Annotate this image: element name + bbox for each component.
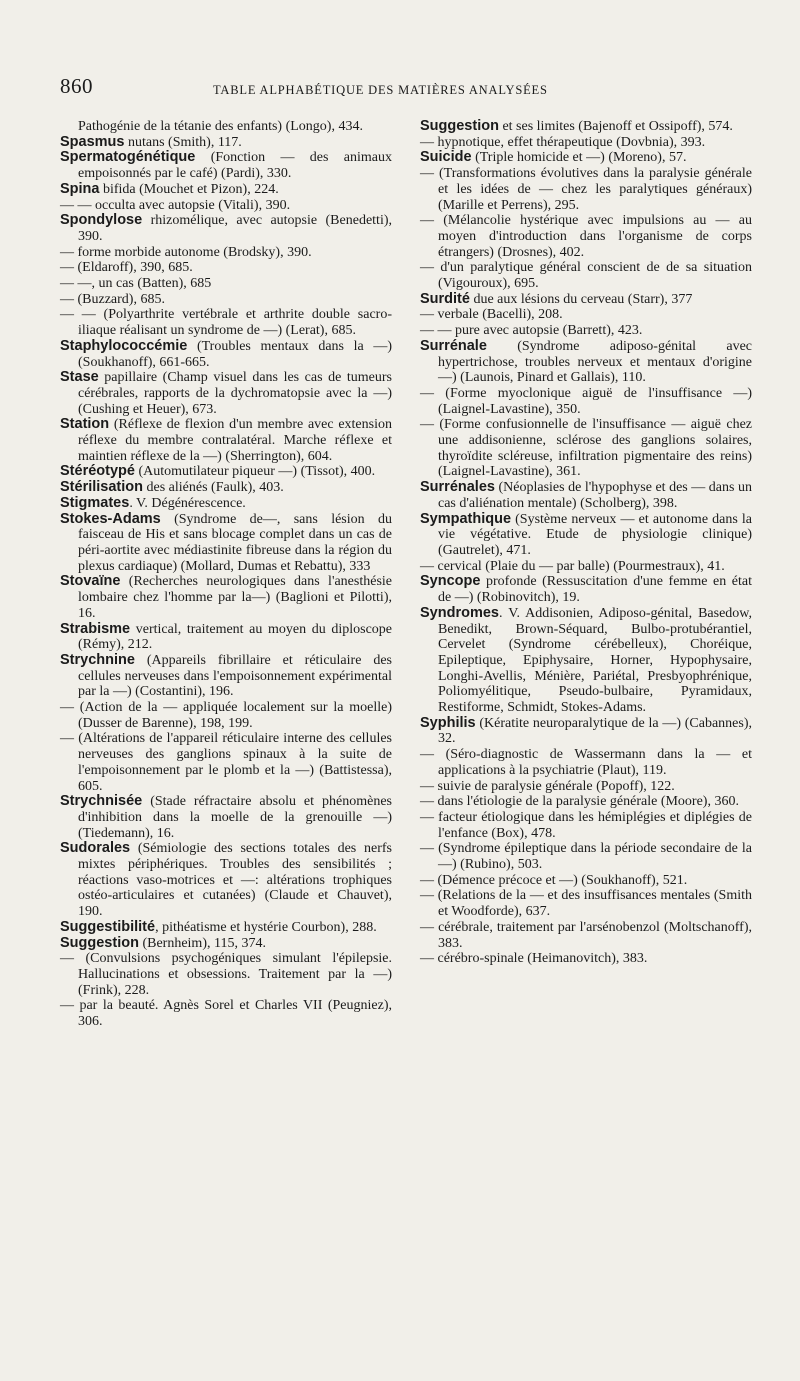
entry-headword: Sudorales — [60, 840, 131, 857]
index-entry: — suivie de paralysie générale (Popoff), 122. — [420, 778, 675, 794]
index-entry: — facteur étiologique dans les hémiplégies et diplégies de l'enfance (Box), 478. — [420, 809, 752, 841]
index-entry: — (Mélancolie hystérique avec impulsions au — au moyen d'introduction dans l'organisme de corps étrangers) (Drosnes), 402. — [420, 213, 752, 260]
entry-headword: Suicide — [420, 149, 472, 166]
index-entry: Surdité due aux lésions du cerveau (Starr), 377 — [420, 290, 693, 307]
index-entry: — (Buzzard), 685. — [60, 291, 165, 307]
index-entry: Strychnine (Appareils fibrillaire et réticulaire des cellules nerveuses dans l'empoisonnement expérimental par la —) (Costantini), 196. — [60, 651, 392, 700]
right-column — [420, 119, 752, 967]
index-entry: Spasmus nutans (Smith), 117. — [60, 133, 242, 150]
entry-headword: Syndromes — [420, 604, 499, 621]
index-entry: — par la beauté. Agnès Sorel et Charles VII (Peugniez), 306. — [60, 998, 392, 1030]
entry-headword: Spondylose — [60, 212, 143, 229]
index-entry: — cérébrale, traitement par l'arsénobenzol (Moltschanoff), 383. — [420, 919, 752, 951]
index-entry: Suggestion et ses limites (Bajenoff et Ossipoff), 574. — [420, 118, 733, 134]
entry-headword: Strychnisée — [60, 793, 143, 810]
index-entry: — hypnotique, effet thérapeutique (Dovbnia), 393. — [420, 134, 706, 150]
index-entry: — (Action de la — appliquée localement sur la moelle) (Dusser de Barenne), 198, 199. — [60, 700, 392, 731]
index-entry: Sympathique (Système nerveux — et autonome dans la vie végétative. Etude de physiologie clinique) (Gautrelet), 471. — [420, 510, 752, 558]
index-entry: Syndromes. V. Addisonien, Adiposo-génital, Basedow, Benedikt, Brown-Séquard, Bulbo-protubérantiel, Cervelet (Syndrome cérébelleux), Choréique, Epileptique, Epiphysaire, Horner, Hypophysaire, Longhi-Avellis, Ménière, Pariétal, Presbyophrénique, Poliomyélitique, Pseudo-bulbaire, Pyramidaux, Restiforme, Schmidt, Stokes-Adams. — [420, 604, 752, 716]
entry-headword: Strychnine — [60, 651, 135, 668]
index-entry: — d'un paralytique général conscient de de sa situation (Vigouroux), 695. — [420, 260, 752, 292]
left-column — [60, 119, 392, 1030]
entry-headword: Surrénales — [420, 479, 495, 496]
entry-headword: Spermatogénétique — [60, 149, 196, 166]
entry-headword: Syphilis — [420, 714, 476, 731]
index-entry: — (Forme confusionnelle de l'insuffisance — aiguë chez une addisonienne, sclérose des ganglions solaires, thyroïdite scléreuse, infiltration pigmentaire des reins) (Laignel-Lavastine), 361. — [420, 417, 752, 480]
index-entry: — verbale (Bacelli), 208. — [420, 307, 563, 323]
index-entry: — forme morbide autonome (Brodsky), 390. — [60, 244, 312, 260]
entry-headword: Syncope — [420, 573, 481, 590]
index-entry: — cervical (Plaie du — par balle) (Pourmestraux), 41. — [420, 558, 725, 574]
entry-headword: Suggestion — [60, 934, 139, 951]
entry-headword: Stigmates — [60, 494, 130, 511]
entry-headword: Sympathique — [420, 510, 512, 527]
entry-headword: Stovaïne — [60, 573, 121, 590]
index-entry: — — occulta avec autopsie (Vitali), 390. — [60, 197, 291, 213]
entry-headword: Station — [60, 416, 110, 433]
index-entry: Strychnisée (Stade réfractaire absolu et phénomènes d'inhibition dans la moelle de la grenouille —) (Tiedemann), 16. — [60, 793, 392, 841]
entry-headword: Suggestion — [420, 118, 499, 134]
index-entry: Spina bifida (Mouchet et Pizon), 224. — [60, 180, 279, 197]
index-entry: Stovaïne (Recherches neurologiques dans l'anesthésie lombaire chez l'homme par la—) (Baglioni et Pilotti), 16. — [60, 573, 392, 621]
index-entry: Station (Réflexe de flexion d'un membre avec extension réflexe du membre contralatéral. Marche réflexe et maintien réflexe de la —) (Sherrington), 604. — [60, 416, 392, 464]
index-entry: — (Démence précoce et —) (Soukhanoff), 521. — [420, 872, 688, 888]
entry-headword: Spina — [60, 180, 100, 197]
entry-headword: Stase — [60, 369, 99, 386]
index-entry: Stokes-Adams (Syndrome de—, sans lésion du faisceau de His et sans blocage complet dans un cas de péri-aortite avec médiastinite fibreuse dans la région du plexus cardiaque) (Mollard, Dumas et Rebattu), 333 — [60, 510, 392, 574]
entry-headword: Spasmus — [60, 133, 125, 150]
index-entry: Stérilisation des aliénés (Faulk), 403. — [60, 479, 284, 496]
index-entry: Surrénale (Syndrome adiposo-génital avec hypertrichose, troubles nerveux et mentaux d'origine —) (Launois, Pinard et Gallais), 110. — [420, 337, 752, 386]
index-entry: — (Syndrome épileptique dans la période secondaire de la —) (Rubino), 503. — [420, 841, 752, 873]
index-entry: — (Forme myoclonique aiguë de l'insuffisance —) (Laignel-Lavastine), 350. — [420, 385, 752, 417]
entry-headword: Surdité — [420, 290, 470, 307]
entry-headword: Surrénale — [420, 337, 487, 354]
index-entry: — (Relations de la — et des insuffisances mentales (Smith et Woodforde), 637. — [420, 888, 752, 920]
index-entry: — (Séro-diagnostic de Wassermann dans la — et applications à la psychiatrie (Plaut), 119. — [420, 747, 752, 778]
index-entry: — (Convulsions psychogéniques simulant l'épilepsie. Hallucinations et obsessions. Traitement par la —) (Frink), 228. — [60, 951, 392, 998]
index-entry: Surrénales (Néoplasies de l'hypophyse et des — dans un cas d'aliénation mentale) (Scholberg), 398. — [420, 479, 752, 511]
index-entry: Suggestibilité, pithéatisme et hystérie Courbon), 288. — [60, 918, 377, 935]
index-entry: — cérébro-spinale (Heimanovitch), 383. — [420, 951, 648, 967]
entry-headword: Stérilisation — [60, 479, 143, 496]
index-entry: Stéréotypé (Automutilateur piqueur —) (Tissot), 400. — [60, 463, 376, 480]
running-head: TABLE ALPHABÉTIQUE DES MATIÈRES ANALYSÉES — [213, 83, 548, 97]
index-entry: Syphilis (Kératite neuroparalytique de la —) (Cabannes), 32. — [420, 714, 752, 747]
index-entry: Syncope profonde (Ressuscitation d'une femme en état de —) (Robinovitch), 19. — [420, 573, 752, 606]
index-entry: Spermatogénétique (Fonction — des animaux empoisonnés par le café) (Pardi), 330. — [60, 149, 392, 182]
index-entry: Suggestion (Bernheim), 115, 374. — [60, 934, 266, 951]
entry-headword: Stéréotypé — [60, 463, 135, 480]
index-entry: — — pure avec autopsie (Barrett), 423. — [420, 323, 643, 339]
index-entry: Sudorales (Sémiologie des sections totales des nerfs mixtes périphériques. Troubles des sensibilités ; réactions vaso-motrices et —: altérations trophiques ostéo-articulaires et cutanées) (Claude et Chauvet), 190. — [60, 840, 392, 920]
page-number: 860 — [60, 74, 93, 98]
index-entry: Staphylococcémie (Troubles mentaux dans la —) (Soukhanoff), 661-665. — [60, 337, 392, 370]
index-entry: — —, un cas (Batten), 685 — [60, 276, 212, 292]
index-entry: — — (Polyarthrite vertébrale et arthrite double sacro-iliaque réalisant un syndrome de —) (Lerat), 685. — [60, 307, 392, 339]
index-entry: Stigmates. V. Dégénérescence. — [60, 494, 246, 511]
entry-headword: Suggestibilité — [60, 918, 156, 935]
index-entry: Spondylose rhizomélique, avec autopsie (Benedetti), 390. — [60, 212, 392, 244]
index-entry: — (Transformations évolutives dans la paralysie générale et les idées de — chez les paralytiques généraux) (Marille et Perrens), 295. — [420, 166, 752, 213]
index-entry: — (Altérations de l'appareil réticulaire interne des cellules nerveuses des ganglions spinaux à la suite de l'empoisonnement par le plomb et la —) (Battistessa), 605. — [60, 731, 392, 794]
entry-headword: Stokes-Adams — [60, 510, 161, 527]
index-entry: Suicide (Triple homicide et —) (Moreno), 57. — [420, 149, 687, 166]
index-entry: Pathogénie de la tétanie des enfants) (Longo), 434. — [78, 119, 363, 134]
index-entry: — dans l'étiologie de la paralysie générale (Moore), 360. — [420, 794, 739, 810]
entry-headword: Strabisme — [60, 620, 131, 637]
index-entry: Strabisme vertical, traitement au moyen du diploscope (Rémy), 212. — [60, 620, 392, 653]
page-header — [58, 74, 758, 104]
index-entry: Stase papillaire (Champ visuel dans les cas de tumeurs cérébrales, rapports de la dychromatopsie avec la —) (Cushing et Heuer), 673. — [60, 369, 392, 417]
entry-headword: Staphylococcémie — [60, 337, 188, 354]
index-entry: — (Eldaroff), 390, 685. — [60, 260, 193, 276]
